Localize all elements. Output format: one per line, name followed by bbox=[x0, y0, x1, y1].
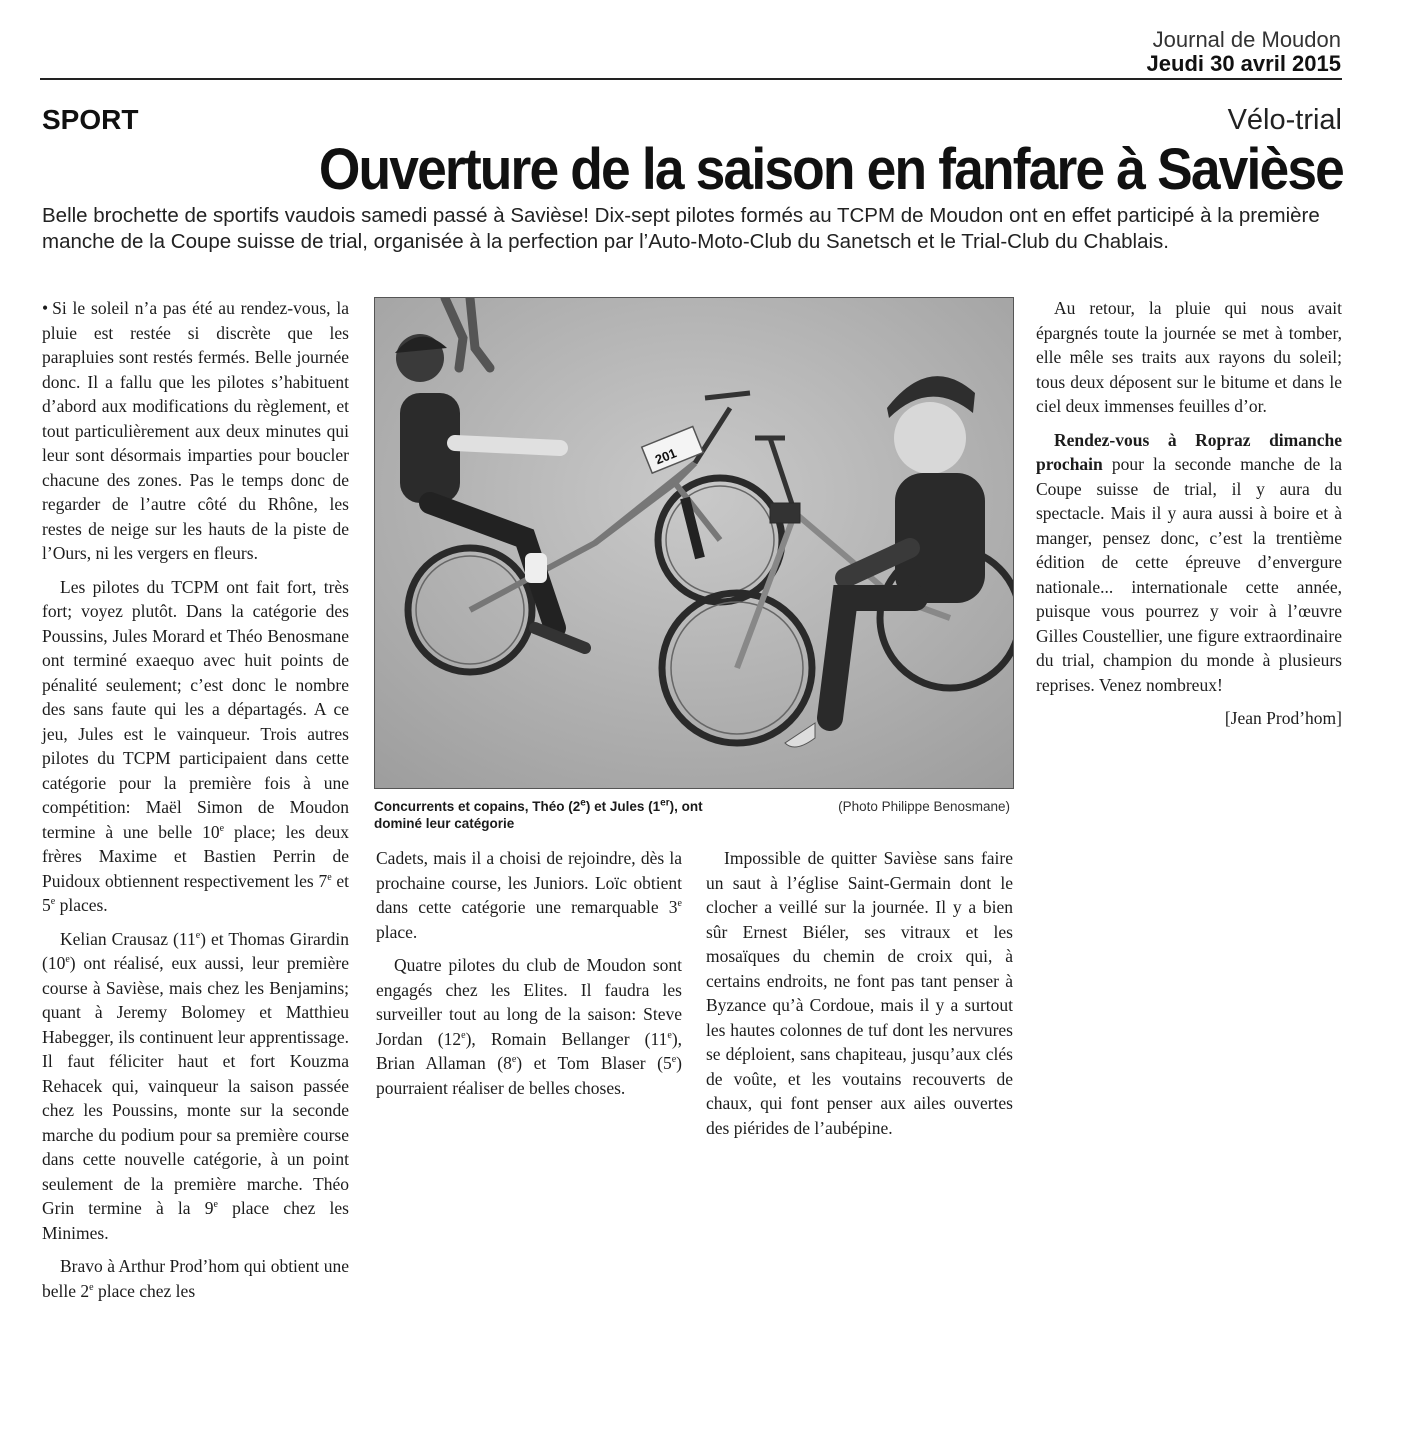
paragraph: Les pilotes du TCPM ont fait fort, très fort; voyez plutôt. Dans la catégorie des Poussins, Jules Morard et Théo Benosmane ont terminé exaequo avec huit points de pénalité seulement; c’est donc le nombre des sans faute qui les a départagés. A ce jeu, Jules est le vainqueur. Trois autres pilotes du TCPM participaient dans cette catégorie pour la première fois à une compétition: Maël Simon de Moudon termine à une belle 10e place; les deux frères Maxime et Bastien Perrin de Puidoux obtiennent respectivement les 7e et 5e places. bbox=[42, 576, 350, 915]
photo-caption bbox=[374, 798, 1014, 832]
photo-credit: (Photo Philippe Benosmane) bbox=[838, 799, 1010, 814]
article-photo bbox=[374, 297, 1014, 789]
article-column-3 bbox=[706, 846, 1013, 1149]
headline: Ouverture de la saison en fanfare à Savièse bbox=[318, 137, 1344, 202]
paragraph bbox=[42, 296, 349, 566]
paragraph-text: Si le soleil n’a pas été au rendez-vous, la pluie est restée si discrète que les parapluies sont restés fermés. Belle journée donc. Il a fallu que les pilotes s’habituent d’abord aux modifications du règlement, et tout particulièrement aux deux minutes qui leur sont désormais imparties pour boucler chacune des zones. Pas le temps donc de regarder de l’autre côté du Rhône, les restes de neige sur les hauts de la piste de l’Ours, ni les vergers en fleurs. bbox=[42, 298, 349, 563]
article-column-1 bbox=[42, 296, 349, 1312]
bib-number: 201 bbox=[652, 445, 679, 468]
paragraph: Cadets, mais il a choisi de rejoindre, dès la prochaine course, les Juniors. Loïc obtient dans cette catégorie une remarquable 3e place. bbox=[376, 848, 682, 942]
article-column-2 bbox=[376, 846, 682, 1109]
author-signature: [Jean Prod’hom] bbox=[1224, 708, 1342, 728]
riders-photo-illustration bbox=[375, 298, 1013, 788]
section-label: SPORT bbox=[42, 104, 139, 135]
kicker: Vélo-trial bbox=[1227, 104, 1342, 136]
masthead-rule bbox=[40, 78, 1342, 80]
bullet-icon: • bbox=[42, 298, 49, 318]
lede-paragraph: Belle brochette de sportifs vaudois samedi passé à Savièse! Dix-sept pilotes formés au TCPM de Moudon ont en effet participé à la première manche de la Coupe suisse de trial, organisée à la perfection par l’Auto-Moto-Club du Sanetsch et le Trial-Club du Chablais. bbox=[42, 204, 1320, 253]
publication-name: Journal de Moudon bbox=[1152, 27, 1341, 52]
paragraph: Impossible de quitter Savièse sans faire un saut à l’église Saint-Germain dont le clocher a veillé sur la journée. Il y a bien sûr Ernest Biéler, ses vitraux et les mosaïques du chemin de croix qui, à certains endroits, ne font pas tant penser à Byzance qu’à Cordoue, mais il y a surtout les hautes colonnes de tuf dont les nervures se déploient, sans chapiteau, jusqu’aux clés de voûte, et les voutains recouverts de chaux, qui font penser aux ailes ouvertes des piérides de l’aubépine. bbox=[706, 848, 1013, 1138]
paragraph: Quatre pilotes du club de Moudon sont engagés chez les Elites. Il faudra les surveiller tout au long de la saison: Steve Jordan (12e), Romain Bellanger (11e), Brian Allaman (8e) et Tom Blaser (5e) pourraient réaliser de belles choses. bbox=[376, 955, 683, 1098]
publication-date: Jeudi 30 avril 2015 bbox=[1146, 51, 1341, 76]
article-column-4 bbox=[1036, 296, 1342, 740]
masthead bbox=[1147, 28, 1341, 76]
paragraph: Au retour, la pluie qui nous avait épargnés toute la journée se met à tomber, elle mêle ses traits aux rayons du soleil; tous deux déposent sur le bitume et dans le ciel deux immenses feuilles d’or. bbox=[1036, 298, 1342, 416]
caption-text: Concurrents et copains, Théo (2e) et Jules (1er), ont dominé leur catégorie bbox=[374, 797, 703, 831]
paragraph: Kelian Crausaz (11e) et Thomas Girardin (10e) ont réalisé, eux aussi, leur première course à Savièse, mais chez les Benjamins; quant à Jeremy Bolomey et Matthieu Habegger, ils continuent leur apprentissage. Il faut féliciter haut et fort Kouzma Rehacek qui, vainqueur la saison passée chez les Poussins, monte sur la seconde marche du podium pour sa première course dans cette nouvelle catégorie, à un point seulement de la première marche. Théo Grin termine à la 9e place chez les Minimes. bbox=[42, 928, 350, 1243]
paragraph: Rendez-vous à Ropraz dimanche prochain pour la seconde manche de la Coupe suisse de trial, il y aura du spectacle. Mais il y aura aussi à boire et à manger, pensez donc, c’est la trentième édition de cette épreuve d’envergure nationale... internationale cette année, puisque vous pourrez y voir à l’œuvre Gilles Coustellier, une figure extraordinaire du trial, champion du monde à plusieurs reprises. Venez nombreux! bbox=[1036, 429, 1342, 695]
paragraph: Bravo à Arthur Prod’hom qui obtient une belle 2e place chez les bbox=[42, 1256, 349, 1301]
